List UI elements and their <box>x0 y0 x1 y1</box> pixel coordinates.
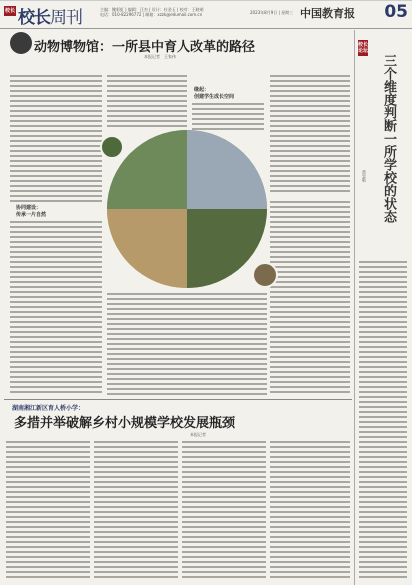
photo-museum-hall <box>187 130 267 209</box>
section-title: 校长周刊 <box>18 8 82 28</box>
editors-line: 主编：鲍彩虹 | 编辑：汪杰 | 设计：杜金玉 | 校对：王晓萌 <box>100 7 204 12</box>
bottom-text-col-1 <box>6 440 90 580</box>
sidebar-column <box>354 30 411 585</box>
newspaper-name: 中国教育报 <box>300 7 355 20</box>
lead-article <box>4 30 352 400</box>
body-text-under-photo <box>107 292 267 396</box>
body-text-col-4 <box>270 74 350 194</box>
collage-photo <box>107 130 267 288</box>
body-text-col-2 <box>107 74 187 128</box>
page-number: 05 <box>384 2 408 22</box>
body-text-col-4b <box>270 200 350 396</box>
section-divider <box>4 399 352 400</box>
contact-line: 电话：010-82296772 | 邮箱：xzzk@edumail.com.cn <box>100 12 203 17</box>
subhead-2: 缘起： <box>194 87 210 93</box>
calligraphy-emblem-icon <box>10 32 32 54</box>
subhead-1b: 传承一片自然 <box>16 212 47 218</box>
bottom-text-col-3 <box>182 440 266 580</box>
body-text-col-1b <box>10 220 102 396</box>
sidebar-tag: 校长论坛 <box>358 42 369 54</box>
section-title-suffix: 周刊 <box>50 8 82 28</box>
lead-byline: 本报记者 王家伟 <box>144 54 176 59</box>
masthead <box>0 0 412 29</box>
body-text-col-1 <box>10 74 102 202</box>
sidebar-body-text <box>359 260 407 580</box>
issue-date: 2023年8月9日 | 星期三 <box>250 10 294 15</box>
bottom-kicker: 湖南湘江新区育人桥小学： <box>12 405 85 412</box>
body-text-col-3 <box>192 102 264 130</box>
bottom-text-col-2 <box>94 440 178 580</box>
bottom-headline: 多措并举破解乡村小规模学校发展瓶颈 <box>14 416 236 431</box>
sidebar-byline: 黄忠敬 <box>362 170 367 182</box>
subhead-2b: 创建学生成长空间 <box>194 94 235 100</box>
lead-headline: 动物博物馆：一所县中育人改革的路径 <box>34 40 256 55</box>
inset-photo-2 <box>252 262 278 288</box>
section-tag: 校长 <box>5 8 16 14</box>
bottom-byline: 本报记者 <box>190 432 206 437</box>
bottom-text-col-4 <box>270 440 350 580</box>
sidebar-headline: 三个维度判断一所学校的状态 <box>381 54 396 223</box>
subhead-1: 协同建设： <box>16 205 42 211</box>
photo-students <box>107 209 187 288</box>
inset-photo-1 <box>100 135 124 159</box>
